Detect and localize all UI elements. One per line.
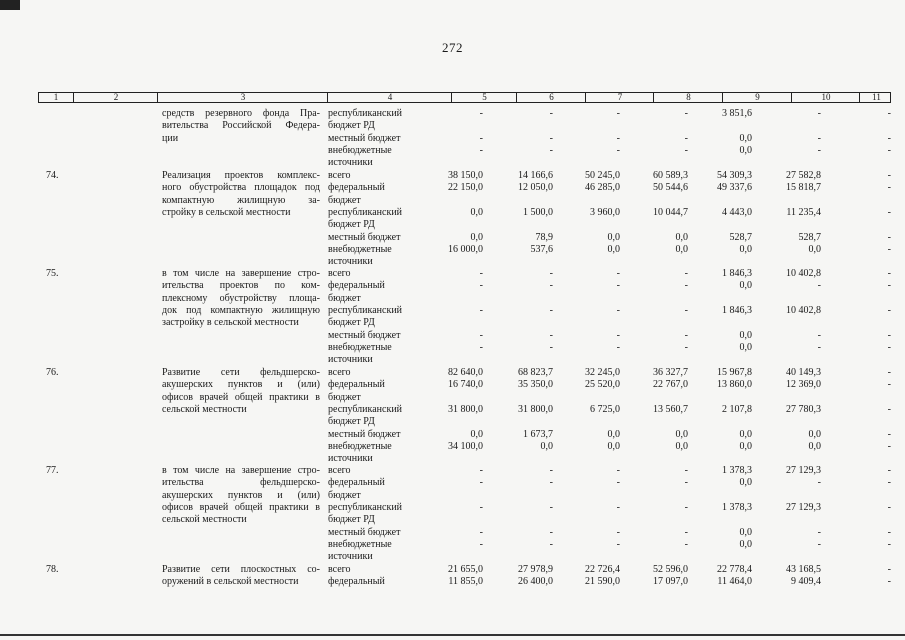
value-col-7: - [616, 144, 620, 156]
row-description-line: офисов врачей общей практики в [162, 391, 320, 403]
value-col-9: 13 860,0 [717, 379, 752, 391]
value-col-8: 22 767,0 [653, 379, 688, 391]
value-col-5: - [479, 268, 483, 279]
row-description-line: Развитие сети плоскостных со- [162, 564, 320, 575]
funding-source-label: источники [328, 453, 373, 465]
value-col-8: 36 327,7 [653, 367, 688, 378]
value-col-9: 15 967,8 [717, 367, 752, 378]
value-col-10: 27 129,3 [786, 465, 821, 476]
funding-source-label: бюджет РД [328, 416, 375, 428]
funding-source-label: внебюджетные [328, 440, 392, 452]
row-description-line: ного обустройства площадок под [162, 182, 320, 194]
value-col-8: 13 560,7 [653, 403, 688, 415]
value-col-10: - [817, 132, 821, 144]
value-col-5: - [479, 526, 483, 538]
row-description-line: ительства проектов по ком- [162, 280, 320, 292]
value-col-5: - [479, 132, 483, 144]
value-col-9: 0,0 [739, 341, 752, 353]
value-col-6: 0,0 [540, 440, 553, 452]
value-col-11: - [887, 329, 891, 341]
value-col-9: 0,0 [739, 538, 752, 550]
value-col-10: 15 818,7 [786, 182, 821, 194]
value-col-11: - [887, 576, 891, 588]
value-col-8: - [684, 538, 688, 550]
value-col-10: 27 582,8 [786, 170, 821, 181]
value-col-10: - [817, 280, 821, 292]
value-col-9: 2 107,8 [722, 403, 752, 415]
value-col-7: 6 725,0 [590, 403, 620, 415]
funding-source-label: бюджет [328, 489, 361, 501]
value-col-7: - [616, 465, 620, 476]
funding-source-label: бюджет РД [328, 514, 375, 526]
value-col-5: - [479, 329, 483, 341]
value-col-8: 0,0 [675, 428, 688, 440]
value-col-5: - [479, 538, 483, 550]
header-cell-1: 1 [53, 92, 59, 102]
value-col-11: - [887, 231, 891, 243]
header-cell-6: 6 [516, 93, 586, 102]
funding-source-label: республиканский [328, 501, 403, 513]
funding-source-label: всего [328, 465, 351, 476]
row-description-line: сельской местности [162, 403, 247, 415]
value-col-9: 54 309,3 [717, 170, 752, 181]
value-col-9: 0,0 [739, 440, 752, 452]
funding-source-label: местный бюджет [328, 231, 401, 243]
value-col-9: 0,0 [739, 243, 752, 255]
funding-source-label: всего [328, 367, 351, 378]
value-col-8: 50 544,6 [653, 182, 688, 194]
funding-source-label: бюджет РД [328, 317, 375, 329]
value-col-10: 0,0 [808, 428, 821, 440]
value-col-9: 1 378,3 [722, 501, 752, 513]
header-cell-9: 9 [722, 93, 792, 102]
value-col-6: - [549, 144, 553, 156]
funding-source-label: источники [328, 256, 373, 268]
value-col-7: - [616, 108, 620, 119]
value-col-7: 32 245,0 [585, 367, 620, 378]
value-col-11: - [887, 268, 891, 279]
value-col-11: - [887, 428, 891, 440]
row-description-line: ции [162, 132, 179, 144]
value-col-10: 0,0 [808, 243, 821, 255]
value-col-10: - [817, 538, 821, 550]
value-col-10: - [817, 526, 821, 538]
value-col-5: - [479, 108, 483, 119]
value-col-6: - [549, 341, 553, 353]
value-col-10: - [817, 341, 821, 353]
row-number: 77. [46, 465, 59, 476]
header-cell-2: 2 [73, 93, 158, 102]
value-col-6: 1 500,0 [523, 206, 553, 218]
value-col-5: 82 640,0 [448, 367, 483, 378]
funding-source-label: источники [328, 157, 373, 169]
value-col-9: 0,0 [739, 428, 752, 440]
value-col-9: 1 378,3 [722, 465, 752, 476]
value-col-9: 0,0 [739, 132, 752, 144]
value-col-10: - [817, 144, 821, 156]
value-col-9: 0,0 [739, 280, 752, 292]
value-col-11: - [887, 526, 891, 538]
row-description-line: акушерских пунктов и (или) [162, 379, 320, 391]
row-number: 75. [46, 268, 59, 279]
value-col-7: - [616, 477, 620, 489]
value-col-11: - [887, 477, 891, 489]
value-col-9: 0,0 [739, 329, 752, 341]
funding-source-label: республиканский [328, 403, 403, 415]
value-col-11: - [887, 564, 891, 575]
value-col-7: - [616, 341, 620, 353]
value-col-11: - [887, 367, 891, 378]
row-description-line: в том числе на завершение стро- [162, 268, 320, 279]
value-col-11: - [887, 501, 891, 513]
value-col-5: - [479, 341, 483, 353]
row-description-line: сельской местности [162, 514, 247, 526]
row-description-line: вительства Российской Федера- [162, 120, 320, 132]
header-cell-11: 11 [859, 93, 893, 102]
value-col-5: - [479, 304, 483, 316]
funding-source-label: источники [328, 551, 373, 563]
value-col-7: 21 590,0 [585, 576, 620, 588]
value-col-9: 22 778,4 [717, 564, 752, 575]
value-col-6: 12 050,0 [518, 182, 553, 194]
page-number: 272 [442, 40, 463, 55]
value-col-5: 38 150,0 [448, 170, 483, 181]
value-col-8: - [684, 144, 688, 156]
value-col-7: 0,0 [607, 231, 620, 243]
value-col-8: 60 589,3 [653, 170, 688, 181]
value-col-8: 52 596,0 [653, 564, 688, 575]
funding-source-label: всего [328, 170, 351, 181]
value-col-11: - [887, 206, 891, 218]
value-col-10: 9 409,4 [791, 576, 821, 588]
funding-source-label: местный бюджет [328, 132, 401, 144]
value-col-7: - [616, 304, 620, 316]
value-col-8: - [684, 304, 688, 316]
value-col-5: - [479, 280, 483, 292]
value-col-6: - [549, 304, 553, 316]
value-col-5: 0,0 [470, 428, 483, 440]
header-cell-10: 10 [791, 93, 860, 102]
header-cell-7: 7 [585, 93, 654, 102]
value-col-9: 528,7 [729, 231, 752, 243]
value-col-7: 0,0 [607, 440, 620, 452]
value-col-8: - [684, 501, 688, 513]
scan-bottom-rule [0, 634, 905, 636]
value-col-11: - [887, 243, 891, 255]
value-col-7: 0,0 [607, 243, 620, 255]
row-number: 74. [46, 170, 59, 181]
value-col-5: 34 100,0 [448, 440, 483, 452]
value-col-7: - [616, 526, 620, 538]
value-col-5: 0,0 [470, 231, 483, 243]
funding-source-label: источники [328, 354, 373, 366]
funding-source-label: республиканский [328, 304, 403, 316]
value-col-10: 10 402,8 [786, 304, 821, 316]
funding-source-label: бюджет [328, 391, 361, 403]
value-col-7: 46 285,0 [585, 182, 620, 194]
value-col-7: - [616, 329, 620, 341]
value-col-10: 0,0 [808, 440, 821, 452]
header-cell-5: 5 [451, 93, 517, 102]
value-col-11: - [887, 538, 891, 550]
value-col-7: - [616, 538, 620, 550]
value-col-9: 49 337,6 [717, 182, 752, 194]
row-description-line: застройку в сельской местности [162, 317, 299, 329]
value-col-6: - [549, 501, 553, 513]
value-col-7: - [616, 501, 620, 513]
funding-source-label: бюджет РД [328, 120, 375, 132]
value-col-8: - [684, 329, 688, 341]
value-col-10: 12 369,0 [786, 379, 821, 391]
value-col-10: 40 149,3 [786, 367, 821, 378]
value-col-10: 27 780,3 [786, 403, 821, 415]
value-col-9: 1 846,3 [722, 304, 752, 316]
value-col-10: 43 168,5 [786, 564, 821, 575]
value-col-8: - [684, 477, 688, 489]
value-col-11: - [887, 108, 891, 119]
value-col-5: 22 150,0 [448, 182, 483, 194]
value-col-6: 31 800,0 [518, 403, 553, 415]
value-col-10: - [817, 477, 821, 489]
funding-source-label: бюджет [328, 292, 361, 304]
value-col-10: 10 402,8 [786, 268, 821, 279]
value-col-11: - [887, 132, 891, 144]
row-description-line: средств резервного фонда Пра- [162, 108, 320, 119]
value-col-6: 35 350,0 [518, 379, 553, 391]
funding-source-label: федеральный [328, 280, 385, 292]
value-col-5: - [479, 501, 483, 513]
row-description-line: док под компактную жилищную [162, 304, 320, 316]
row-description-line: ительства фельдшерско- [162, 477, 320, 489]
value-col-8: - [684, 132, 688, 144]
value-col-11: - [887, 170, 891, 181]
value-col-5: 11 855,0 [448, 576, 483, 588]
value-col-8: - [684, 268, 688, 279]
value-col-5: 16 740,0 [448, 379, 483, 391]
value-col-6: 78,9 [535, 231, 553, 243]
value-col-6: - [549, 538, 553, 550]
value-col-10: 11 235,4 [786, 206, 821, 218]
value-col-6: - [549, 280, 553, 292]
header-cell-8: 8 [653, 93, 723, 102]
value-col-11: - [887, 465, 891, 476]
value-col-5: - [479, 465, 483, 476]
header-cell-3: 3 [157, 93, 328, 102]
row-description-line: акушерских пунктов и (или) [162, 489, 320, 501]
row-description-line: плексному обустройству площа- [162, 292, 320, 304]
value-col-9: 0,0 [739, 144, 752, 156]
value-col-8: 10 044,7 [653, 206, 688, 218]
funding-source-label: внебюджетные [328, 243, 392, 255]
value-col-10: - [817, 329, 821, 341]
value-col-9: 11 464,0 [717, 576, 752, 588]
funding-source-label: республиканский [328, 108, 403, 119]
value-col-6: 27 978,9 [518, 564, 553, 575]
value-col-8: 17 097,0 [653, 576, 688, 588]
row-number: 76. [46, 367, 59, 378]
value-col-11: - [887, 182, 891, 194]
value-col-5: - [479, 477, 483, 489]
value-col-6: 1 673,7 [523, 428, 553, 440]
value-col-7: 0,0 [607, 428, 620, 440]
row-description-line: офисов врачей общей практики в [162, 501, 320, 513]
value-col-9: 0,0 [739, 477, 752, 489]
funding-source-label: федеральный [328, 576, 385, 588]
value-col-11: - [887, 341, 891, 353]
value-col-9: 4 443,0 [722, 206, 752, 218]
value-col-7: - [616, 268, 620, 279]
value-col-11: - [887, 440, 891, 452]
value-col-5: 31 800,0 [448, 403, 483, 415]
value-col-6: - [549, 465, 553, 476]
value-col-5: - [479, 144, 483, 156]
row-description-line: Реализация проектов комплекс- [162, 170, 320, 181]
value-col-5: 16 000,0 [448, 243, 483, 255]
value-col-8: - [684, 465, 688, 476]
value-col-9: 3 851,6 [722, 108, 752, 119]
value-col-8: - [684, 108, 688, 119]
value-col-9: 1 846,3 [722, 268, 752, 279]
value-col-11: - [887, 280, 891, 292]
value-col-6: 68 823,7 [518, 367, 553, 378]
value-col-10: - [817, 108, 821, 119]
value-col-7: 25 520,0 [585, 379, 620, 391]
value-col-8: 0,0 [675, 243, 688, 255]
value-col-6: - [549, 329, 553, 341]
value-col-6: 537,6 [530, 243, 553, 255]
funding-source-label: всего [328, 268, 351, 279]
value-col-7: 22 726,4 [585, 564, 620, 575]
funding-source-label: внебюджетные [328, 538, 392, 550]
funding-source-label: внебюджетные [328, 341, 392, 353]
value-col-11: - [887, 304, 891, 316]
funding-source-label: федеральный [328, 477, 385, 489]
value-col-6: - [549, 108, 553, 119]
row-description-line: компактную жилищную за- [162, 194, 320, 206]
value-col-8: - [684, 526, 688, 538]
funding-source-label: местный бюджет [328, 428, 401, 440]
value-col-6: 26 400,0 [518, 576, 553, 588]
value-col-6: - [549, 268, 553, 279]
funding-source-label: бюджет [328, 194, 361, 206]
header-cell-4: 4 [327, 93, 452, 102]
value-col-6: - [549, 526, 553, 538]
value-col-10: 27 129,3 [786, 501, 821, 513]
value-col-5: 21 655,0 [448, 564, 483, 575]
value-col-7: 3 960,0 [590, 206, 620, 218]
row-description-line: Развитие сети фельдшерско- [162, 367, 320, 378]
value-col-7: - [616, 132, 620, 144]
funding-source-label: бюджет РД [328, 219, 375, 231]
funding-source-label: всего [328, 564, 351, 575]
value-col-11: - [887, 403, 891, 415]
value-col-6: - [549, 132, 553, 144]
value-col-9: 0,0 [739, 526, 752, 538]
row-description-line: оружений в сельской местности [162, 576, 299, 588]
funding-source-label: местный бюджет [328, 526, 401, 538]
row-description-line: стройку в сельской местности [162, 206, 291, 218]
value-col-11: - [887, 379, 891, 391]
funding-source-label: республиканский [328, 206, 403, 218]
row-description-line: в том числе на завершение стро- [162, 465, 320, 476]
funding-source-label: федеральный [328, 182, 385, 194]
value-col-7: 50 245,0 [585, 170, 620, 181]
row-number: 78. [46, 564, 59, 575]
funding-source-label: федеральный [328, 379, 385, 391]
value-col-11: - [887, 144, 891, 156]
value-col-8: - [684, 341, 688, 353]
value-col-8: - [684, 280, 688, 292]
value-col-8: 0,0 [675, 440, 688, 452]
value-col-7: - [616, 280, 620, 292]
funding-source-label: внебюджетные [328, 144, 392, 156]
value-col-8: 0,0 [675, 231, 688, 243]
value-col-10: 528,7 [798, 231, 821, 243]
value-col-6: - [549, 477, 553, 489]
value-col-5: 0,0 [470, 206, 483, 218]
value-col-6: 14 166,6 [518, 170, 553, 181]
funding-source-label: местный бюджет [328, 329, 401, 341]
